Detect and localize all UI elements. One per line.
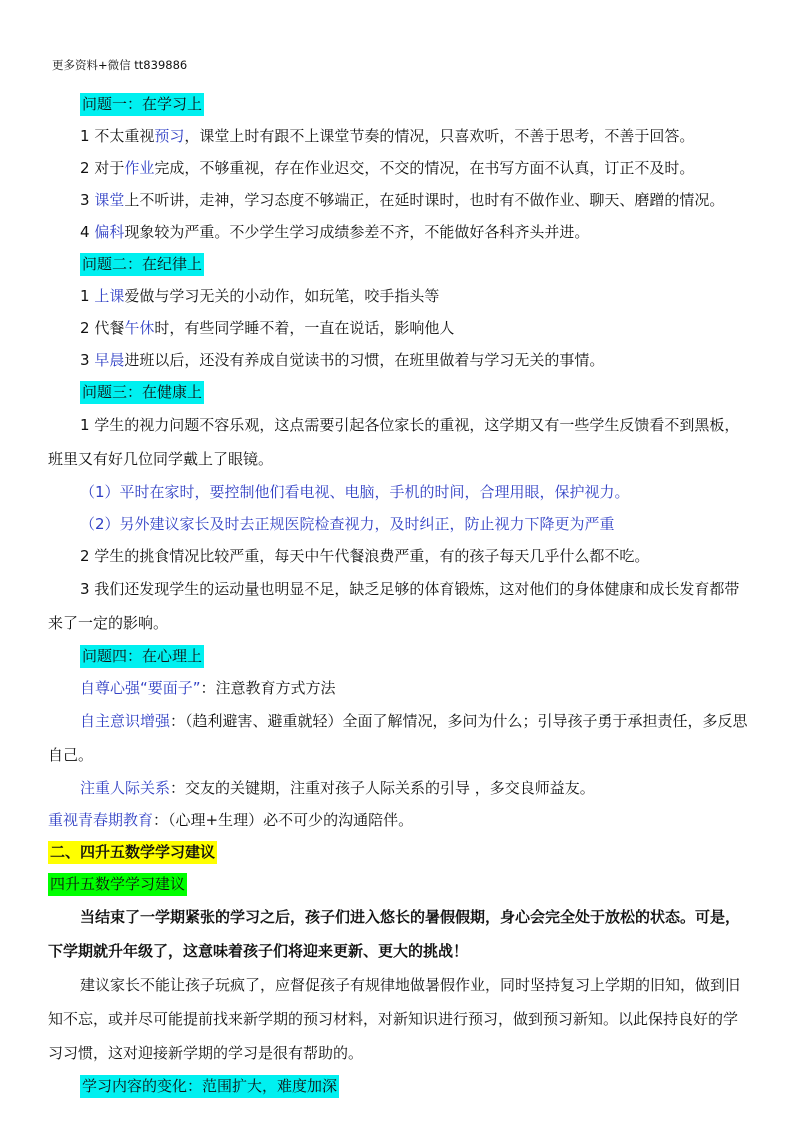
keyword: 偏科	[94, 223, 125, 241]
section-2-title-line	[48, 836, 748, 868]
q4-item-3: 注重人际关系：交友的关键期，注重对孩子人际关系的引导 ，多交良师益友。	[80, 779, 595, 797]
q1-item-3: 3 课堂上不听讲，走神，学习态度不够端正，在延时课时，也时有不做作业、聊天、磨蹭的情况。	[80, 191, 725, 209]
keyword: 自尊心强“要面子”	[80, 679, 201, 697]
section-2-subtitle: 四升五数学学习建议	[48, 873, 187, 896]
keyword: 注重人际关系	[80, 779, 171, 797]
section-2-subtitle-line	[48, 868, 748, 900]
q1-heading: 问题一：在学习上	[80, 93, 204, 116]
keyword: 预习	[154, 127, 185, 145]
keyword: 作业	[124, 159, 155, 177]
q3-paragraph-1: 1 学生的视力问题不容乐观，这点需要引起各位家长的重视，这学期又有一些学生反馈看不到黑板，班里又有好几位同学戴上了眼镜。	[48, 416, 740, 468]
q3-suggestion-2: （2）另外建议家长及时去正规医院检查视力，及时纠正，防止视力下降更为严重	[80, 515, 615, 533]
q4-item-4: 重视青春期教育：（心理+生理）必不可少的沟通陪伴。	[48, 811, 414, 829]
change-heading-line	[48, 1070, 748, 1102]
q4-item-2: 自主意识增强：（趋利避害、避重就轻）全面了解情况，多问为什么；引导孩子勇于承担责任，多反思自己。	[48, 712, 748, 764]
q2-heading: 问题二：在纪律上	[80, 253, 204, 276]
keyword: 重视青春期教育	[48, 811, 154, 829]
q1-item-4: 4 偏科现象较为严重。不少学生学习成绩参差不齐，不能做好各科齐头并进。	[80, 223, 590, 241]
keyword: 早晨	[94, 351, 125, 369]
q2-item-3: 3 早晨进班以后，还没有养成自觉读书的习惯，在班里做着与学习无关的事情。	[80, 351, 605, 369]
section-2-paragraph: 建议家长不能让孩子玩疯了，应督促孩子有规律地做暑假作业，同时坚持复习上学期的旧知，做到旧知不忘，或并尽可能提前找来新学期的预习材料，对新知识进行预习，做到预习新知。以此保持良好的学习习惯，这对迎接新学期的学习是很有帮助的。	[48, 976, 741, 1062]
q2-heading-line	[48, 248, 748, 280]
document-body	[48, 88, 748, 1102]
q2-item-2: 2 代餐午休时，有些同学睡不着，一直在说话，影响他人	[80, 319, 455, 337]
q1-item-1: 1 不太重视预习，课堂上时有跟不上课堂节奏的情况，只喜欢听，不善于思考，不善于回答。	[80, 127, 695, 145]
q3-paragraph-3: 3 我们还发现学生的运动量也明显不足，缺乏足够的体育锻炼，这对他们的身体健康和成长发育都带来了一定的影响。	[48, 580, 740, 632]
q3-heading: 问题三：在健康上	[80, 381, 204, 404]
q2-item-1: 1 上课爱做与学习无关的小动作，如玩笔，咬手指头等	[80, 287, 440, 305]
q3-suggestion-1: （1）平时在家时，要控制他们看电视、电脑，手机的时间，合理用眼，保护视力。	[80, 483, 630, 501]
page-header: 更多资料+微信 tt839886	[52, 58, 188, 72]
q4-heading: 问题四：在心理上	[80, 645, 204, 668]
keyword: 自主意识增强	[80, 712, 171, 730]
section-2-title: 二、四升五数学学习建议	[48, 841, 217, 864]
change-heading: 学习内容的变化：范围扩大，难度加深	[80, 1075, 339, 1098]
q1-heading-line	[48, 88, 748, 120]
keyword: 午休	[124, 319, 155, 337]
q4-heading-line	[48, 640, 748, 672]
q1-item-2: 2 对于作业完成，不够重视，存在作业迟交，不交的情况，在书写方面不认真，订正不及时。	[80, 159, 695, 177]
q3-heading-line	[48, 376, 748, 408]
keyword: 上课	[94, 287, 125, 305]
q4-item-1: 自尊心强“要面子”：注意教育方式方法	[80, 679, 336, 697]
section-2-bold-paragraph: 当结束了一学期紧张的学习之后，孩子们进入悠长的暑假假期，身心会完全处于放松的状态。可是，下学期就升年级了，这意味着孩子们将迎来更新、更大的挑战！	[48, 908, 741, 960]
q3-paragraph-2: 2 学生的挑食情况比较严重，每天中午代餐浪费严重，有的孩子每天几乎什么都不吃。	[80, 547, 650, 565]
keyword: 课堂	[94, 191, 125, 209]
